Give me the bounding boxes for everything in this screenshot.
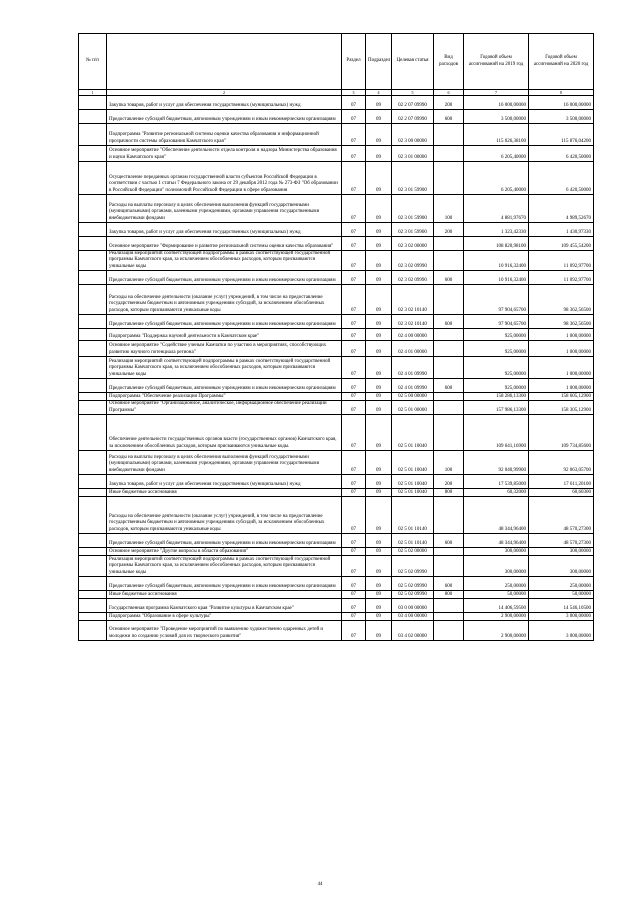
cell-name: Расходы на выплаты персоналу в целях обеспечения выполнения функций государственными (муниципальными) органами, казенными учреждениями, органами управления государственными внебюджетными фондами [107, 195, 342, 223]
cell-y2019: 2 900,00000 [464, 621, 529, 641]
cell-vr [434, 162, 464, 195]
cell-razdel: 07 [342, 329, 366, 341]
cell-name: Подпрограмма "Обеспечение реализации Программы" [107, 393, 342, 401]
cell-csr: 02 5 02 09990 [392, 577, 434, 591]
cell-name: Закупка товаров, работ и услуг для обеспечения государственных (муниципальных) нужд [107, 223, 342, 237]
cell-y2019: 925,00000 [464, 329, 529, 341]
table-row [79, 548, 594, 556]
cell-y2020: 3 500,00000 [529, 110, 594, 124]
cell-y2019: 300,00000 [464, 556, 529, 577]
header-podrazdel: Подраздел [366, 34, 392, 90]
cell-y2020: 250,00000 [529, 577, 594, 591]
cell-csr: 02 2 07 09990 [392, 96, 434, 110]
cell-razdel: 07 [342, 96, 366, 110]
cell-y2019: 14 406,59500 [464, 599, 529, 613]
table-row [79, 329, 594, 341]
cell-vr: 600 [434, 271, 464, 285]
table-body [79, 90, 594, 641]
cell-csr: 02 5 01 10040 [392, 415, 434, 451]
cell-podrazdel: 09 [366, 271, 392, 285]
cell-podrazdel: 09 [366, 223, 392, 237]
cell-y2020: 60,60300 [529, 489, 594, 497]
cell-vr: 200 [434, 223, 464, 237]
cell-y2020: 1 430,97330 [529, 223, 594, 237]
cell-y2020: 92 063,05700 [529, 451, 594, 475]
cell-csr: 02 3 01 59900 [392, 223, 434, 237]
cell-y2019: 157 986,13300 [464, 401, 529, 415]
cell-vr [434, 548, 464, 556]
cell-razdel: 07 [342, 489, 366, 497]
cell-podrazdel: 09 [366, 393, 392, 401]
cell-podrazdel: 09 [366, 341, 392, 357]
cell-vr [434, 497, 464, 534]
cell-y2020: 4 989,52670 [529, 195, 594, 223]
cell-razdel: 07 [342, 162, 366, 195]
cell-csr: 02 3 02 10140 [392, 315, 434, 329]
budget-table [78, 33, 594, 641]
header-volume-2019: Годовой объем ассигнований на 2019 год [464, 34, 529, 90]
cell-name: Расходы на выплаты персоналу в целях обеспечения выполнения функций государственными (муниципальными) органами, казенными учреждениями, органами управления государственными внебюджетными фондами [107, 451, 342, 475]
cell-y2019: 50,00000 [464, 591, 529, 599]
header-target-article: Целевая статья [392, 34, 434, 90]
cell-vr: 600 [434, 534, 464, 548]
cell-vr [434, 251, 464, 271]
cell-podrazdel: 09 [366, 146, 392, 162]
cell-csr: 02 5 01 00000 [392, 401, 434, 415]
cell-csr: 03 0 00 00000 [392, 599, 434, 613]
table-row [79, 96, 594, 110]
cell-num [79, 357, 107, 379]
cell-num [79, 162, 107, 195]
header-volume-2020: Годовой объем ассигнований на 2020 год [529, 34, 594, 90]
cell-vr: 600 [434, 110, 464, 124]
cell-y2020: 109 455,54200 [529, 237, 594, 251]
cell-y2019: 109 641,16900 [464, 415, 529, 451]
cell-csr: 02 2 07 09990 [392, 110, 434, 124]
cell-y2019: 60,32000 [464, 489, 529, 497]
table-row [79, 223, 594, 237]
cell-razdel: 07 [342, 415, 366, 451]
cell-y2019: 158 286,13300 [464, 393, 529, 401]
cell-vr [434, 415, 464, 451]
table-row [79, 315, 594, 329]
cell-vr [434, 357, 464, 379]
cell-name: Закупка товаров, работ и услуг для обеспечения государственных (муниципальных) нужд [107, 475, 342, 489]
table-row [79, 237, 594, 251]
cell-podrazdel: 09 [366, 497, 392, 534]
cell-num [79, 237, 107, 251]
cell-y2019: 300,00000 [464, 548, 529, 556]
cell-razdel: 07 [342, 577, 366, 591]
cell-vr: 800 [434, 591, 464, 599]
cell-name: Предоставление субсидий бюджетным, автономным учреждениям и иным некоммерческим организациям [107, 577, 342, 591]
table-row [79, 251, 594, 271]
cell-csr: 02 5 01 10140 [392, 497, 434, 534]
cell-num [79, 613, 107, 621]
cell-num [79, 393, 107, 401]
table-row [79, 162, 594, 195]
cell-vr [434, 237, 464, 251]
cell-y2020: 16 000,00000 [529, 96, 594, 110]
cell-num [79, 251, 107, 271]
cell-num [79, 124, 107, 146]
cell-razdel: 07 [342, 621, 366, 641]
cell-name: Основное мероприятие "Формирование и развитие региональной системы оценки качества образования" [107, 237, 342, 251]
cell-podrazdel: 09 [366, 96, 392, 110]
cell-y2020: 98 362,56500 [529, 285, 594, 315]
cell-num [79, 577, 107, 591]
cell-csr: 02 4 01 09990 [392, 379, 434, 393]
cell-podrazdel: 09 [366, 489, 392, 497]
cell-razdel: 07 [342, 315, 366, 329]
header-name [107, 34, 342, 90]
cell-podrazdel: 09 [366, 556, 392, 577]
cell-name: Иные бюджетные ассигнования [107, 489, 342, 497]
cell-y2020: 14 546,10500 [529, 599, 594, 613]
cell-y2019: 925,00000 [464, 357, 529, 379]
cell-y2019: 6 205,40000 [464, 146, 529, 162]
cell-podrazdel: 09 [366, 285, 392, 315]
cell-podrazdel: 09 [366, 379, 392, 393]
cell-vr [434, 285, 464, 315]
cell-razdel: 07 [342, 556, 366, 577]
cell-num [79, 195, 107, 223]
cell-csr: 02 5 01 10040 [392, 451, 434, 475]
cell-y2020: 3 000,00000 [529, 621, 594, 641]
cell-num [79, 489, 107, 497]
cell-num [79, 146, 107, 162]
cell-vr [434, 146, 464, 162]
cell-vr: 200 [434, 475, 464, 489]
cell-y2020: 300,00000 [529, 548, 594, 556]
cell-razdel: 07 [342, 237, 366, 251]
column-number: 2 [107, 90, 342, 96]
cell-csr: 02 3 01 59900 [392, 162, 434, 195]
table-row [79, 556, 594, 577]
cell-razdel: 07 [342, 393, 366, 401]
cell-name: Предоставление субсидий бюджетным, автономным учреждениям и иным некоммерческим организациям [107, 110, 342, 124]
cell-name: Реализация мероприятий соответствующей подпрограммы в рамках соответствующей государственной программы Камчатского края, за исключением обособленных расходов, которым присваиваются уникальные коды [107, 556, 342, 577]
cell-vr [434, 621, 464, 641]
cell-y2019: 250,00000 [464, 577, 529, 591]
cell-podrazdel: 09 [366, 577, 392, 591]
cell-y2020: 11 092,97700 [529, 271, 594, 285]
cell-num [79, 96, 107, 110]
cell-name: Осуществление переданных органам государственной власти субъектов Российской Федерации в соответствии с частью 1 статьи 7 Федерального закона от 29 декабря 2012 года № 273-ФЗ "Об образовании в Российской Федерации" полномочий Российской Федерации в сфере образования [107, 162, 342, 195]
cell-y2019: 115 026,38100 [464, 124, 529, 146]
cell-razdel: 07 [342, 475, 366, 489]
cell-podrazdel: 09 [366, 195, 392, 223]
cell-razdel: 07 [342, 110, 366, 124]
table-row [79, 357, 594, 379]
cell-y2020: 158 305,12900 [529, 401, 594, 415]
cell-num [79, 497, 107, 534]
cell-podrazdel: 09 [366, 357, 392, 379]
column-number: 1 [79, 90, 107, 96]
cell-y2019: 6 205,40000 [464, 162, 529, 195]
cell-y2020: 158 605,12900 [529, 393, 594, 401]
cell-razdel: 07 [342, 599, 366, 613]
cell-vr [434, 341, 464, 357]
cell-podrazdel: 09 [366, 451, 392, 475]
cell-num [79, 599, 107, 613]
cell-y2020: 300,00000 [529, 556, 594, 577]
table-row [79, 124, 594, 146]
cell-vr [434, 124, 464, 146]
cell-razdel: 07 [342, 195, 366, 223]
table-row [79, 379, 594, 393]
cell-csr: 02 5 01 10140 [392, 534, 434, 548]
cell-podrazdel: 09 [366, 162, 392, 195]
cell-vr [434, 556, 464, 577]
cell-vr: 100 [434, 195, 464, 223]
cell-num [79, 223, 107, 237]
header-expense-type: Вид расходов [434, 34, 464, 90]
cell-csr: 03 4 00 00000 [392, 613, 434, 621]
table-row [79, 146, 594, 162]
cell-csr: 02 3 01 00000 [392, 146, 434, 162]
cell-name: Основное мероприятие "Содействие ученым Камчатки по участию в мероприятиях, способствующих развитию научного потенциала региона" [107, 341, 342, 357]
cell-num [79, 534, 107, 548]
cell-name: Реализация мероприятий соответствующей подпрограммы в рамках соответствующей государственной программы Камчатского края, за исключением обособленных расходов, которым присваиваются уникальные коды [107, 357, 342, 379]
column-number: 6 [434, 90, 464, 96]
cell-name: Основное мероприятие "Проведение мероприятий по выявлению художественно одаренных детей и молодежи по созданию условий для их творческого развития" [107, 621, 342, 641]
table-row [79, 195, 594, 223]
cell-num [79, 285, 107, 315]
table-row [79, 577, 594, 591]
cell-num [79, 401, 107, 415]
cell-y2019: 4 881,97670 [464, 195, 529, 223]
cell-podrazdel: 09 [366, 599, 392, 613]
cell-razdel: 07 [342, 223, 366, 237]
cell-y2020: 1 000,00000 [529, 329, 594, 341]
cell-name: Предоставление субсидий бюджетным, автономным учреждениям и иным некоммерческим организациям [107, 379, 342, 393]
cell-num [79, 379, 107, 393]
cell-csr: 02 3 02 10140 [392, 285, 434, 315]
cell-y2020: 115 876,04200 [529, 124, 594, 146]
cell-y2020: 1 000,00000 [529, 379, 594, 393]
header-row [79, 34, 594, 90]
cell-name: Подпрограмма "Развитие региональной системы оценки качества образования и информационной прозрачности системы образования Камчатского края" [107, 124, 342, 146]
cell-y2020: 48 570,27300 [529, 534, 594, 548]
table-row [79, 599, 594, 613]
cell-vr: 600 [434, 577, 464, 591]
table-row [79, 341, 594, 357]
column-number: 7 [464, 90, 529, 96]
cell-y2019: 97 904,65700 [464, 315, 529, 329]
cell-num [79, 548, 107, 556]
cell-csr: 02 3 02 00000 [392, 237, 434, 251]
table-row [79, 451, 594, 475]
cell-num [79, 556, 107, 577]
cell-podrazdel: 09 [366, 315, 392, 329]
cell-y2019: 925,00000 [464, 341, 529, 357]
cell-podrazdel: 09 [366, 329, 392, 341]
cell-csr: 02 4 01 00000 [392, 341, 434, 357]
cell-podrazdel: 09 [366, 591, 392, 599]
table-row [79, 271, 594, 285]
cell-csr: 02 4 01 09990 [392, 357, 434, 379]
table-row [79, 393, 594, 401]
cell-podrazdel: 09 [366, 613, 392, 621]
cell-razdel: 07 [342, 379, 366, 393]
cell-num [79, 271, 107, 285]
column-number: 5 [392, 90, 434, 96]
cell-y2020: 6 420,50000 [529, 146, 594, 162]
cell-podrazdel: 09 [366, 475, 392, 489]
cell-y2020: 11 092,97700 [529, 251, 594, 271]
column-number: 4 [366, 90, 392, 96]
cell-podrazdel: 09 [366, 237, 392, 251]
cell-num [79, 621, 107, 641]
cell-razdel: 07 [342, 591, 366, 599]
table-row [79, 497, 594, 534]
cell-razdel: 07 [342, 401, 366, 415]
cell-vr [434, 401, 464, 415]
cell-y2019: 97 904,65700 [464, 285, 529, 315]
cell-vr: 100 [434, 451, 464, 475]
cell-y2020: 50,00000 [529, 591, 594, 599]
cell-name: Основное мероприятие "Другие вопросы в области образования" [107, 548, 342, 556]
cell-name: Предоставление субсидий бюджетным, автономным учреждениям и иным некоммерческим организациям [107, 534, 342, 548]
cell-podrazdel: 09 [366, 548, 392, 556]
cell-csr: 02 4 00 00000 [392, 329, 434, 341]
column-number: 3 [342, 90, 366, 96]
cell-razdel: 07 [342, 357, 366, 379]
table-row [79, 285, 594, 315]
header-number: № п/п [79, 34, 107, 90]
cell-name: Обеспечение деятельности государственных органов власти (государственных органов) Камчатского края, за исключением обособленных расходов, которым присваиваются уникальные коды. [107, 415, 342, 451]
cell-name: Предоставление субсидий бюджетным, автономным учреждениям и иным некоммерческим организациям [107, 315, 342, 329]
cell-vr: 800 [434, 489, 464, 497]
cell-name: Иные бюджетные ассигнования [107, 591, 342, 599]
cell-name: Подпрограмма "Образование в сфере культуры" [107, 613, 342, 621]
cell-y2019: 92 040,99900 [464, 451, 529, 475]
cell-name: Основное мероприятие "Обеспечение деятельности отдела контроля и надзора Министерства образования и науки Камчатского края" [107, 146, 342, 162]
cell-razdel: 07 [342, 451, 366, 475]
cell-csr: 02 5 00 00000 [392, 393, 434, 401]
cell-csr: 02 5 02 00000 [392, 548, 434, 556]
table-row [79, 534, 594, 548]
cell-razdel: 07 [342, 285, 366, 315]
cell-podrazdel: 09 [366, 124, 392, 146]
cell-num [79, 475, 107, 489]
cell-y2020: 109 734,85600 [529, 415, 594, 451]
cell-y2019: 925,00000 [464, 379, 529, 393]
cell-podrazdel: 09 [366, 401, 392, 415]
cell-y2020: 48 570,27300 [529, 497, 594, 534]
table-row [79, 475, 594, 489]
cell-name: Основное мероприятие "Организационное, аналитическое, информационное обеспечение реализации Программы" [107, 401, 342, 415]
cell-num [79, 329, 107, 341]
cell-razdel: 07 [342, 613, 366, 621]
table-row [79, 401, 594, 415]
cell-csr: 02 3 01 59900 [392, 195, 434, 223]
table-row [79, 489, 594, 497]
cell-csr: 02 5 02 09990 [392, 556, 434, 577]
cell-csr: 02 3 02 09990 [392, 251, 434, 271]
cell-csr: 02 5 01 10040 [392, 489, 434, 497]
cell-name: Государственная программа Камчатского края "Развитие культуры в Камчатском крае" [107, 599, 342, 613]
cell-y2020: 1 000,00000 [529, 357, 594, 379]
cell-podrazdel: 09 [366, 534, 392, 548]
cell-y2020: 17 611,20100 [529, 475, 594, 489]
cell-razdel: 07 [342, 251, 366, 271]
cell-name: Предоставление субсидий бюджетным, автономным учреждениям и иным некоммерческим организациям [107, 271, 342, 285]
cell-vr [434, 329, 464, 341]
cell-y2019: 108 820,98100 [464, 237, 529, 251]
cell-name: Расходы на обеспечение деятельности (оказание услуг) учреждений, в том числе на предоставление государственным бюджетным и автономным учреждениям субсидий, за исключением обособленных расходов, которым присваиваются уникальные коды [107, 285, 342, 315]
cell-y2020: 1 000,00000 [529, 341, 594, 357]
table-row [79, 415, 594, 451]
cell-y2020: 6 420,50000 [529, 162, 594, 195]
cell-vr [434, 393, 464, 401]
table-row [79, 613, 594, 621]
cell-num [79, 591, 107, 599]
cell-y2019: 10 916,32400 [464, 251, 529, 271]
cell-razdel: 07 [342, 548, 366, 556]
cell-razdel: 07 [342, 534, 366, 548]
table-row [79, 591, 594, 599]
cell-podrazdel: 09 [366, 251, 392, 271]
cell-y2019: 48 344,96400 [464, 534, 529, 548]
cell-razdel: 07 [342, 497, 366, 534]
cell-vr: 200 [434, 96, 464, 110]
cell-name: Закупка товаров, работ и услуг для обеспечения государственных (муниципальных) нужд [107, 96, 342, 110]
cell-num [79, 341, 107, 357]
cell-num [79, 415, 107, 451]
cell-csr: 02 3 02 09990 [392, 271, 434, 285]
cell-csr: 02 3 00 00000 [392, 124, 434, 146]
cell-num [79, 451, 107, 475]
cell-razdel: 07 [342, 341, 366, 357]
cell-csr: 02 5 02 09990 [392, 591, 434, 599]
table-row [79, 621, 594, 641]
cell-y2020: 3 000,00000 [529, 613, 594, 621]
cell-vr [434, 613, 464, 621]
cell-podrazdel: 09 [366, 621, 392, 641]
cell-y2020: 98 362,56500 [529, 315, 594, 329]
cell-y2019: 3 500,00000 [464, 110, 529, 124]
table-row [79, 110, 594, 124]
column-number: 8 [529, 90, 594, 96]
cell-vr: 600 [434, 379, 464, 393]
cell-num [79, 110, 107, 124]
cell-razdel: 07 [342, 124, 366, 146]
cell-name: Подпрограмма "Поддержка научной деятельности в Камчатском крае" [107, 329, 342, 341]
cell-vr: 600 [434, 315, 464, 329]
cell-razdel: 07 [342, 271, 366, 285]
cell-num [79, 315, 107, 329]
cell-y2019: 48 344,96400 [464, 497, 529, 534]
cell-name: Реализация мероприятий соответствующей подпрограммы в рамках соответствующей государственной программы Камчатского края, за исключением обособленных расходов, которым присваиваются уникальные коды [107, 251, 342, 271]
cell-name: Расходы на обеспечение деятельности (оказание услуг) учреждений, в том числе на предоставление государственным бюджетным и автономным учреждениям субсидий, за исключением обособленных расходов, которым присваиваются уникальные коды [107, 497, 342, 534]
cell-y2019: 1 323,42330 [464, 223, 529, 237]
header-razdel: Раздел [342, 34, 366, 90]
cell-y2019: 16 000,00000 [464, 96, 529, 110]
cell-vr [434, 599, 464, 613]
cell-csr: 02 5 01 10040 [392, 475, 434, 489]
page-number: 44 [317, 882, 323, 887]
cell-razdel: 07 [342, 146, 366, 162]
cell-podrazdel: 09 [366, 110, 392, 124]
cell-podrazdel: 09 [366, 415, 392, 451]
cell-y2019: 2 900,00000 [464, 613, 529, 621]
cell-y2019: 10 916,32400 [464, 271, 529, 285]
cell-csr: 03 4 02 00000 [392, 621, 434, 641]
cell-y2019: 17 539,85000 [464, 475, 529, 489]
